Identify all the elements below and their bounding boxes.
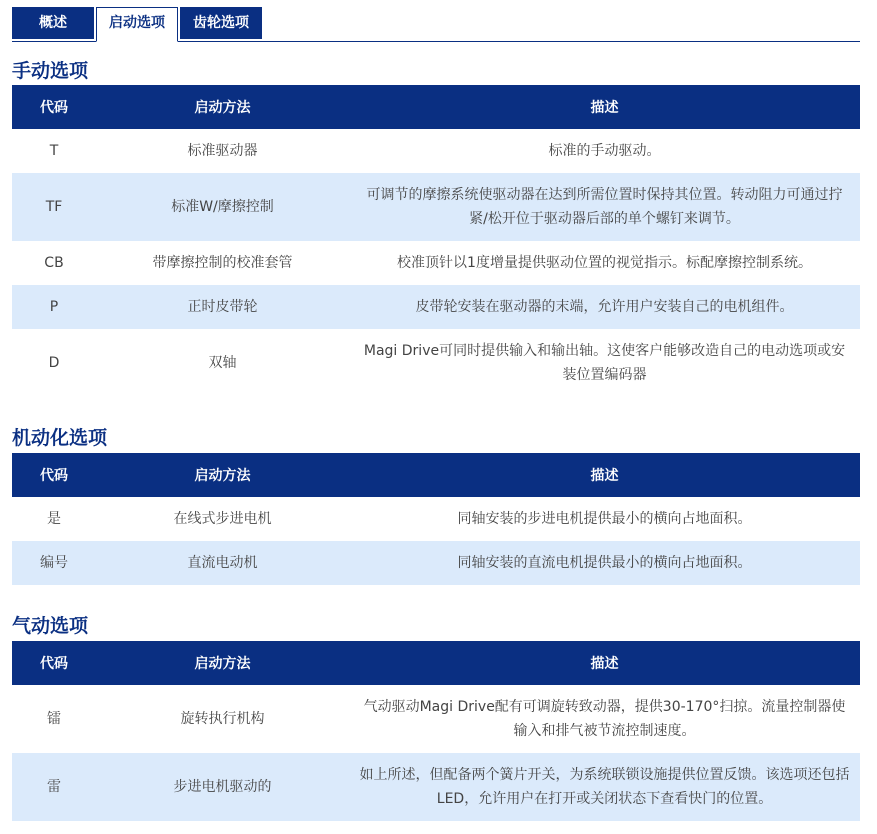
tab-bar [12,7,860,42]
cell-description: 同轴安装的步进电机提供最小的横向占地面积。 [349,497,860,541]
column-header-method: 启动方法 [96,641,349,685]
cell-description: 同轴安装的直流电机提供最小的横向占地面积。 [349,541,860,585]
column-header-code: 代码 [12,85,96,129]
cell-method: 在线式步进电机 [96,497,349,541]
column-header-code: 代码 [12,641,96,685]
column-header-description: 描述 [349,641,860,685]
cell-code: 编号 [12,541,96,585]
table-row [12,497,860,541]
table-row [12,753,860,821]
column-header-method: 启动方法 [96,453,349,497]
table-row [12,173,860,241]
cell-method: 标准W/摩擦控制 [96,173,349,241]
column-header-method: 启动方法 [96,85,349,129]
cell-method: 标准驱动器 [96,129,349,173]
table-header-row [12,85,860,129]
cell-method: 步进电机驱动的 [96,753,349,821]
table-header-row [12,453,860,497]
cell-description: 皮带轮安装在驱动器的末端，允许用户安装自己的电机组件。 [349,285,860,329]
tab-actuation-options[interactable]: 启动选项 [96,7,178,42]
cell-description: 可调节的摩擦系统使驱动器在达到所需位置时保持其位置。转动阻力可通过拧紧/松开位于驱动器后部的单个螺钉来调节。 [349,173,860,241]
cell-description: 如上所述，但配备两个簧片开关，为系统联锁设施提供位置反馈。该选项还包括LED，允许用户在打开或关闭状态下查看快门的位置。 [349,753,860,821]
cell-code: 是 [12,497,96,541]
cell-method: 带摩擦控制的校准套管 [96,241,349,285]
cell-method: 直流电动机 [96,541,349,585]
cell-description: 气动驱动Magi Drive配有可调旋转致动器，提供30-170°扫掠。流量控制器使输入和排气被节流控制速度。 [349,685,860,753]
cell-code: D [12,329,96,397]
cell-code: TF [12,173,96,241]
table-row [12,685,860,753]
column-header-description: 描述 [349,85,860,129]
cell-code: CB [12,241,96,285]
cell-code: T [12,129,96,173]
table-row [12,241,860,285]
cell-description: Magi Drive可同时提供输入和输出轴。这使客户能够改造自己的电动选项或安装位置编码器 [349,329,860,397]
column-header-description: 描述 [349,453,860,497]
table-row [12,541,860,585]
cell-method: 旋转执行机构 [96,685,349,753]
table-header-row [12,641,860,685]
table-row [12,285,860,329]
section-title-pneumatic: 气动选项 [12,615,89,637]
motorized-options-table [12,453,860,585]
tab-gear-options[interactable]: 齿轮选项 [180,7,262,39]
cell-description: 标准的手动驱动。 [349,129,860,173]
cell-method: 双轴 [96,329,349,397]
cell-description: 校准顶针以1度增量提供驱动位置的视觉指示。标配摩擦控制系统。 [349,241,860,285]
cell-code: 雷 [12,753,96,821]
pneumatic-options-table [12,641,860,821]
cell-code: 镭 [12,685,96,753]
table-row [12,129,860,173]
cell-method: 正时皮带轮 [96,285,349,329]
manual-options-table [12,85,860,397]
section-title-manual: 手动选项 [12,60,89,82]
tab-overview[interactable]: 概述 [12,7,94,39]
table-row [12,329,860,397]
cell-code: P [12,285,96,329]
column-header-code: 代码 [12,453,96,497]
section-title-motorized: 机动化选项 [12,427,108,449]
